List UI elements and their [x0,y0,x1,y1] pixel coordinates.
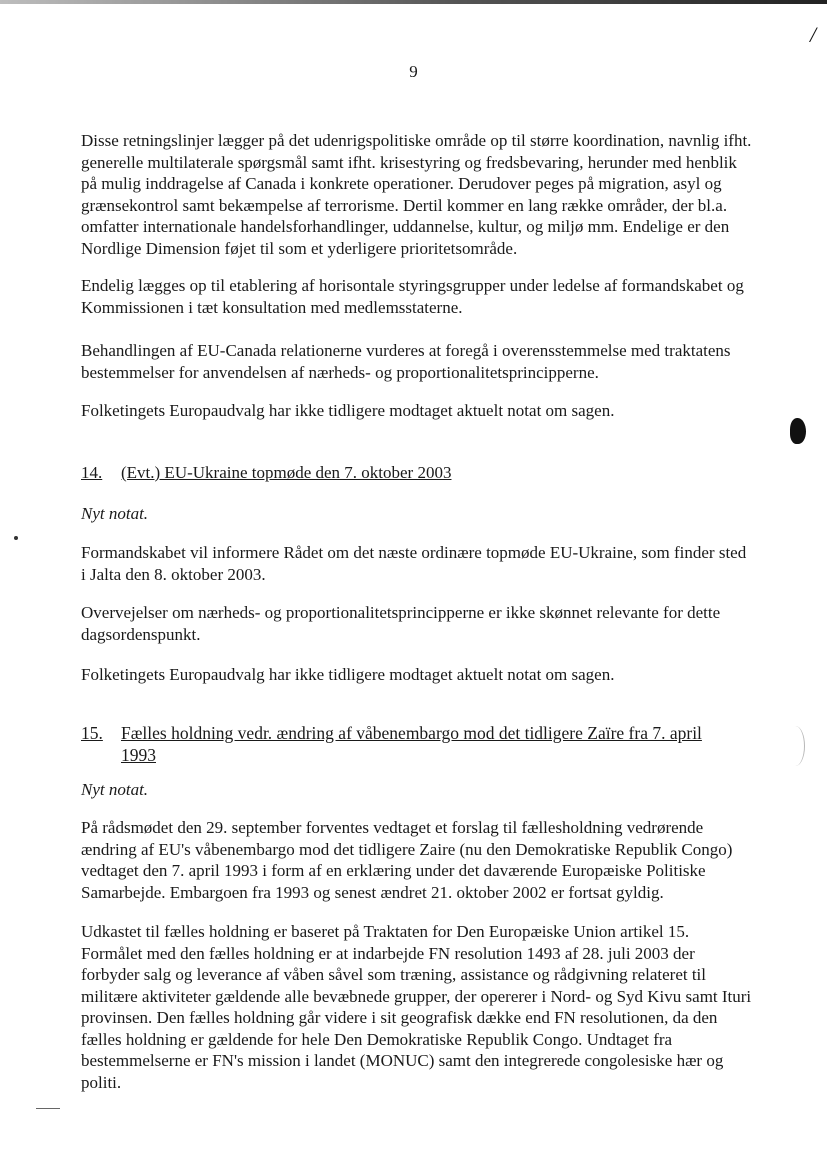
scan-margin-mark [786,726,805,766]
section-heading-14 [81,462,753,484]
paragraph: Folketingets Europaudvalg har ikke tidligere modtaget aktuelt notat om sagen. [81,665,615,684]
scan-top-edge [0,0,827,4]
scan-punch-hole [790,418,806,444]
page-number: 9 [409,62,418,81]
paragraph: Disse retningslinjer lægger på det udenrigspolitiske område op til større koordination, navnlig ifht. generelle multilaterale spørgsmål samt ifht. krisestyring og fredsbevaring, herunder med henblik på mulig inddragelse af Canada i konkrete operationer. Derudover peges på migration, asyl og grænsekontrol samt bekæmpelse af terrorisme. Dertil kommer en lang række områder, der bl.a. omfatter internationale handelsforhandlinger, uddannelse, kultur, og miljø mm. Endelige er den Nordlige Dimension føjet til som et yderligere prioritetsområde. [81,131,752,258]
section-title: Fælles holdning vedr. ændring af våbenembargo mod det tidligere Zaïre fra 7. april 1993 [121,723,702,765]
paragraph: Udkastet til fælles holdning er baseret på Traktaten for Den Europæiske Union artikel 15. Formålet med den fælles holdning er at indarbejde FN resolution 1493 af 28. juli 2003 der forbyder salg og leverance af våben såvel som træning, assistance og rådgivning relateret til militære aktiviteter gældende alle bevæbnede grupper, der opererer i Nord- og Syd Kivu samt Ituri provinsen. Den fælles holdning går videre i sit geografisk dække end FN resolutionen, da den fælles holdning er gældende for hele Den Demokratiske Republik Congo. Undtaget fra bestemmelserne er FN's mission i landet (MONUC) samt den integrerede congolesiske hær og politi. [81,922,752,1092]
section-number: 15. [81,723,103,743]
scan-pen-mark: / [810,22,817,47]
scan-dash-mark [36,1108,60,1109]
paragraph: På rådsmødet den 29. september forventes vedtaget et forslag til fællesholdning vedrørende ændring af EU's våbenembargo mod det tidligere Zaire (nu den Demokratiske Republik Congo) vedtaget den 7. april 1993 i form af en erklæring under det daværende Europæiske Politiske Samarbejde. Embargoen fra 1993 og senest ændret 21. oktober 2002 er fortsat gyldig. [81,818,733,902]
note-label: Nyt notat. [81,504,149,523]
note-label: Nyt notat. [81,780,149,799]
paragraph: Endelig lægges op til etablering af horisontale styringsgrupper under ledelse af formandskabet og Kommissionen i tæt konsultation med medlemsstaterne. [81,276,744,317]
scan-dot-mark [14,536,18,540]
paragraph: Overvejelser om nærheds- og proportionalitetsprincipperne er ikke skønnet relevante for dette dagsordenspunkt. [81,603,721,644]
paragraph: Folketingets Europaudvalg har ikke tidligere modtaget aktuelt notat om sagen. [81,401,615,420]
section-number: 14. [81,463,103,482]
section-heading-15 [81,722,753,766]
paragraph: Formandskabet vil informere Rådet om det næste ordinære topmøde EU-Ukraine, som finder sted i Jalta den 8. oktober 2003. [81,543,747,584]
section-title: (Evt.) EU-Ukraine topmøde den 7. oktober 2003 [121,463,452,482]
paragraph: Behandlingen af EU-Canada relationerne vurderes at foregå i overensstemmelse med traktatens bestemmelser for anvendelsen af nærheds- og proportionalitetsprincipperne. [81,341,731,382]
